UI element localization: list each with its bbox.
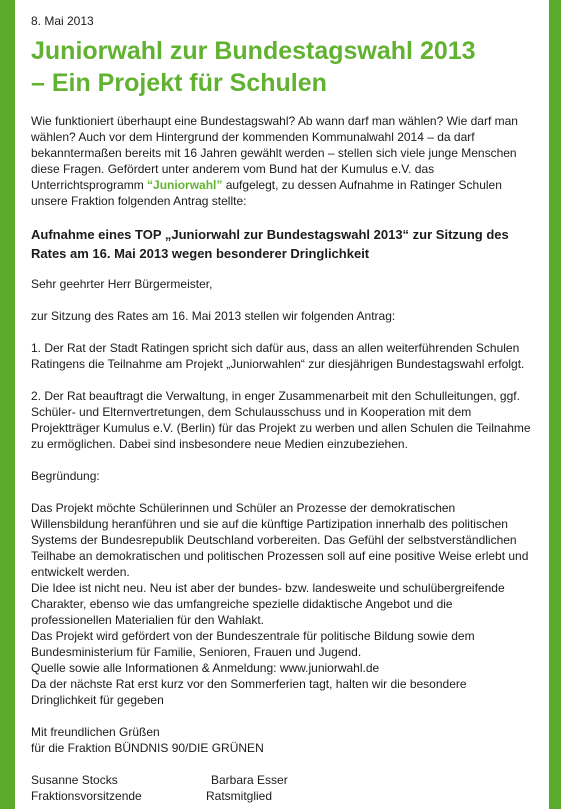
reason-line: Da der nächste Rat erst kurz vor den Sommerferien tagt, halten wir die besondere Dringlichkeit für gegeben <box>31 677 467 707</box>
title-line-2: – Ein Projekt für Schulen <box>31 69 327 97</box>
motion-point-2: 2. Der Rat beauftragt die Verwaltung, in enger Zusammenarbeit mit den Schulleitungen, ggf. Schüler- und Elternvertretungen, dem Schulausschuss und in Kooperation mit dem Projektträger Kumulus e.V. (Berlin) für das Projekt zu werben und allen Schulen die Teilnahme zu ermöglichen. Dabei sind insbesondere neue Medien einzubeziehen. <box>31 389 531 451</box>
request-intro: zur Sitzung des Rates am 16. Mai 2013 stellen wir folgenden Antrag: <box>31 309 396 323</box>
signature-1 <box>31 772 142 804</box>
intro-text: Wie funktioniert überhaupt eine Bundestagswahl? Ab wann darf man wählen? Wie darf man wählen? Auch vor dem Hintergrund der kommenden Kommunalwahl 2014 – da darf bekanntermaßen bereits mit 16 Jahren gewählt werden – stellen sich viele junge Menschen diese Fragen. Gefördert unter anderem vom Bund hat der Kumulus e.V. das Unterrichtsprogramm <box>31 114 518 192</box>
closing-greeting: Mit freundlichen Grüßen <box>31 725 160 739</box>
program-highlight: “Juniorwahl” <box>147 178 223 192</box>
closing <box>31 724 535 756</box>
closing-faction: für die Fraktion BÜNDNIS 90/DIE GRÜNEN <box>31 741 264 755</box>
signature-name: Barbara Esser <box>211 773 288 787</box>
signature-role: Fraktionsvorsitzende <box>31 789 142 803</box>
article <box>15 0 535 806</box>
motion-point-1: 1. Der Rat der Stadt Ratingen spricht sich dafür aus, dass an allen weiterführenden Schulen Ratingens die Teilnahme am Projekt „Juniorwahlen“ zur diesjährigen Bundestagswahl erfolgt. <box>31 341 525 371</box>
title-line-1: Juniorwahl zur Bundestagswahl 2013 <box>31 37 476 65</box>
signature-2 <box>199 772 288 804</box>
reason-label: Begründung: <box>31 469 100 483</box>
reason-line: Quelle sowie alle Informationen & Anmeldung: www.juniorwahl.de <box>31 661 380 675</box>
motion-heading: Aufnahme eines TOP „Juniorwahl zur Bundestagswahl 2013“ zur Sitzung des Rates am 16. Mai 2013 wegen besonderer Dringlichkeit <box>31 227 509 261</box>
salutation: Sehr geehrter Herr Bürgermeister, <box>31 277 213 291</box>
article-title <box>31 35 535 99</box>
signatures <box>31 772 535 806</box>
reason-line: Das Projekt wird gefördert von der Bundeszentrale für politische Bildung sowie dem Bundesministerium für Familie, Senioren, Frauen und Jugend. <box>31 629 475 659</box>
reason-line: Die Idee ist nicht neu. Neu ist aber der bundes- bzw. landesweite und schulübergreifende Charakter, ebenso wie das umfangreiche spezielle didaktische Angebot und die professionellen Materialien für den Wahlakt. <box>31 581 505 627</box>
intro-text-end: aufgelegt, zu dessen Aufnahme in Ratinger Schulen unsere Fraktion folgenden Antrag stellte: <box>31 178 502 208</box>
signature-name: Susanne Stocks <box>31 773 118 787</box>
intro-paragraph <box>31 113 535 209</box>
signature-role: Ratsmitglied <box>206 789 273 803</box>
post-date: 8. Mai 2013 <box>31 14 94 28</box>
reason-paragraph <box>31 500 535 708</box>
reason-line: Das Projekt möchte Schülerinnen und Schüler an Prozesse der demokratischen Willensbildung heranführen und sie auf die künftige Partizipation innerhalb des politischen Systems der Bundesrepublik Deutschland vorbereiten. Das Gefühl der selbstverständlichen Teilhabe an demokratischen und politischen Prozessen soll auf eine positive Weise erlebt und entwickelt werden. <box>31 501 529 579</box>
article-panel <box>15 0 549 809</box>
